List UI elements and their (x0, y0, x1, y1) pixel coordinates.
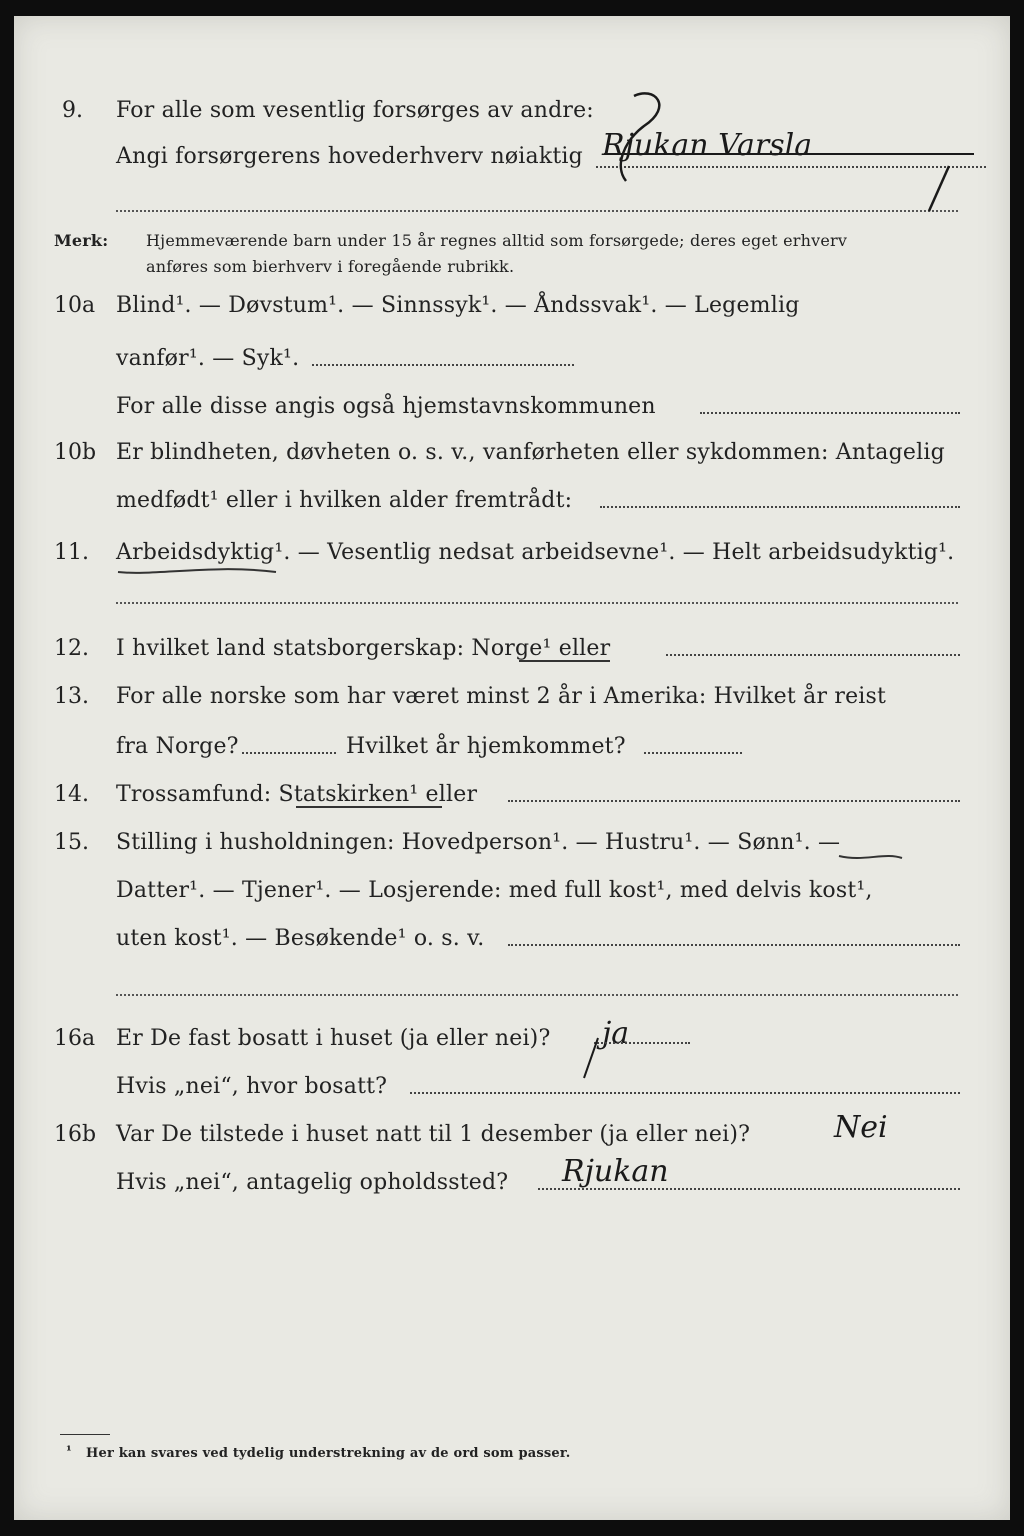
q9-separator-line (116, 210, 958, 212)
q10b-line1: Er blindheten, døvheten o. s. v., vanførheten eller sykdommen: Antagelig (116, 440, 945, 465)
q14-answer-line (508, 800, 960, 802)
q10a-line1: Blind¹. — Døvstum¹. — Sinnssyk¹. — Åndssvak¹. — Legemlig (116, 293, 800, 318)
census-form-page (14, 16, 1010, 1520)
q16a-answer-handwritten: ja (602, 1016, 630, 1051)
q16b-answer-handwritten: Nei (834, 1110, 888, 1145)
q15-line3: uten kost¹. — Besøkende¹ o. s. v. (116, 926, 485, 951)
q12-line1: I hvilket land statsborgerskap: Norge¹ eller (116, 636, 611, 661)
q15-answer-line (508, 944, 960, 946)
q10a-line3: For alle disse angis også hjemstavnskommunen (116, 394, 656, 419)
q13-year-returned-line (644, 752, 742, 754)
q16b-opholdssted-line (538, 1188, 960, 1190)
footnote-rule (60, 1434, 110, 1435)
q13-year-left-line (242, 752, 336, 754)
merk-line2: anføres som bierhverv i foregående rubrikk. (146, 257, 515, 276)
q10b-line2: medfødt¹ eller i hvilken alder fremtrådt: (116, 488, 573, 513)
q13-line2b: Hvilket år hjemkommet? (346, 734, 626, 759)
q16a-number: 16a (54, 1026, 96, 1051)
q11-answer-line (116, 602, 958, 604)
q13-line1: For alle norske som har været minst 2 år i Amerika: Hvilket år reist (116, 684, 887, 709)
q9-line1: For alle som vesentlig forsørges av andre: (116, 98, 594, 123)
q11-number: 11. (54, 540, 89, 565)
merk-label: Merk: (54, 231, 109, 250)
merk-line1: Hjemmeværende barn under 15 år regnes alltid som forsørgede; deres eget erhverv (146, 231, 848, 250)
q16b-answer2-handwritten: Rjukan (562, 1154, 669, 1189)
q10b-answer-line (600, 506, 960, 508)
q16a-line2: Hvis „nei“, hvor bosatt? (116, 1074, 388, 1099)
footnote-mark: ¹ (66, 1444, 72, 1459)
q9-number: 9. (62, 98, 83, 123)
q10a-line2-answer-line (312, 364, 574, 366)
q14-number: 14. (54, 782, 89, 807)
q10a-number: 10a (54, 293, 96, 318)
q13-number: 13. (54, 684, 89, 709)
q10a-line2: vanfør¹. — Syk¹. (116, 346, 300, 371)
q16b-number: 16b (54, 1122, 97, 1147)
q16b-line1: Var De tilstede i huset natt til 1 desember (ja eller nei)? (116, 1122, 751, 1147)
q16b-line2: Hvis „nei“, antagelig opholdssted? (116, 1170, 509, 1195)
q15-separator-line (116, 994, 958, 996)
q9-answer-handwritten: Rjukan Varsla (602, 128, 813, 163)
footnote-text: Her kan svares ved tydelig understrekning av de ord som passer. (86, 1446, 571, 1461)
q15-line1: Stilling i husholdningen: Hovedperson¹. — Hustru¹. — Sønn¹. — (116, 830, 841, 855)
q16a-line1: Er De fast bosatt i huset (ja eller nei)? (116, 1026, 551, 1051)
q11-line1: Arbeidsdyktig¹. — Vesentlig nedsat arbeidsevne¹. — Helt arbeidsudyktig¹. (116, 540, 955, 565)
q9-line2: Angi forsørgerens hovederhverv nøiaktig (116, 144, 583, 169)
q13-line2a: fra Norge? (116, 734, 239, 759)
q12-number: 12. (54, 636, 89, 661)
q16a-answer-line (594, 1042, 690, 1044)
q9-answer-line (596, 166, 986, 168)
q10b-number: 10b (54, 440, 97, 465)
q12-answer-line (666, 654, 960, 656)
q10a-line3-answer-line (700, 412, 960, 414)
q14-line1: Trossamfund: Statskirken¹ eller (116, 782, 478, 807)
q15-number: 15. (54, 830, 89, 855)
q15-line2: Datter¹. — Tjener¹. — Losjerende: med full kost¹, med delvis kost¹, (116, 878, 873, 903)
q16a-bosatt-line (410, 1092, 960, 1094)
